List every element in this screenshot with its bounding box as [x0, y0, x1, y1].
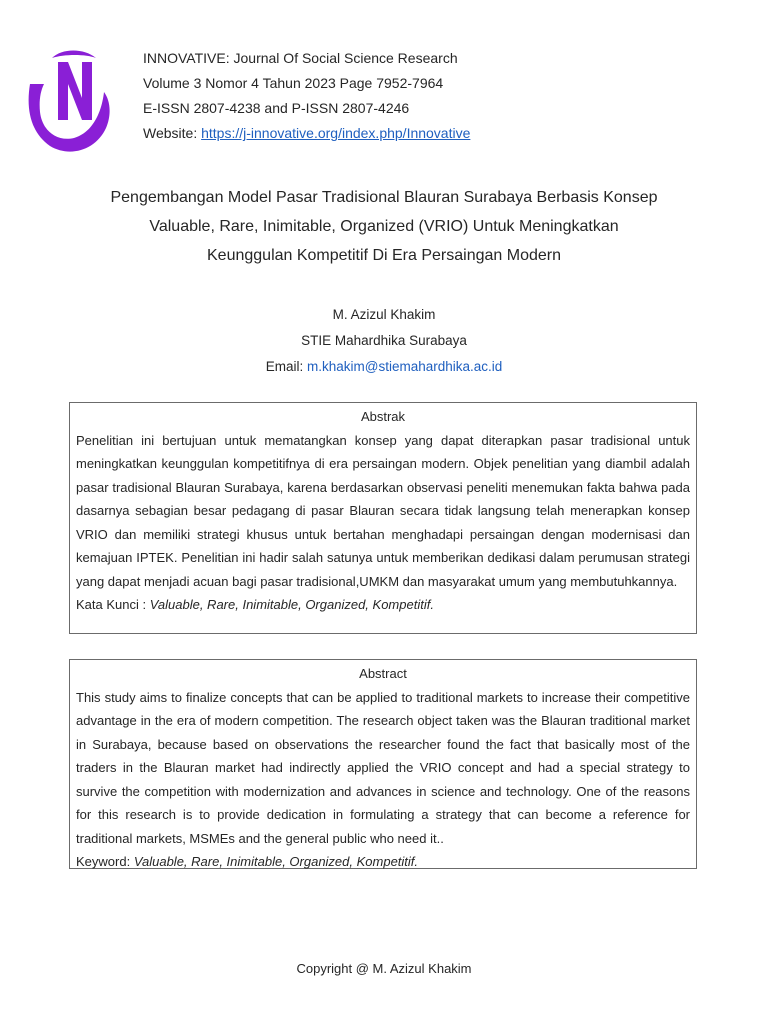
abstrak-heading: Abstrak [360, 409, 406, 424]
email-link[interactable]: m.khakim@stiemahardhika.ac.id [306, 359, 503, 374]
abstract-body: This study aims to finalize concepts that can be applied to traditional markets to increase their competitive advantage in the era of modern competition. The research object taken was the Blauran traditional market in Surabaya, because based on observations the researcher found the fact that basically most of the traders in the Blauran market had indirectly applied the VRIO concept and had a special strategy to survive the competition with modernization and advances in science and technology. One of the reasons for this research is to provide dedication in formulating a strategy that can become a reference for traditional markets, MSMEs and the general public who need it.. [76, 689, 690, 846]
keyword-list: Valuable, Rare, Inimitable, Organized, Kompetitif. [133, 854, 419, 869]
author-block [0, 302, 768, 380]
title-line-1: Pengembangan Model Pasar Tradisional Blauran Surabaya Berbasis Konsep [110, 189, 658, 206]
keyword-label: Kata Kunci : [76, 597, 150, 612]
abstract-keywords [76, 850, 690, 874]
abstrak-box [69, 402, 697, 634]
abstrak-keywords [76, 593, 690, 617]
keyword-list: Valuable, Rare, Inimitable, Organized, Kompetitif. [149, 597, 434, 612]
title-line-3: Keunggulan Kompetitif Di Era Persaingan Modern [207, 247, 561, 264]
abstract-box [69, 659, 697, 869]
journal-volume: Volume 3 Nomor 4 Tahun 2023 Page 7952-7964 [143, 75, 444, 91]
author-affiliation: STIE Mahardhika Surabaya [301, 333, 467, 348]
author-name: M. Azizul Khakim [332, 307, 436, 322]
journal-website [143, 121, 470, 146]
author-email [0, 354, 768, 380]
website-link[interactable]: https://j-innovative.org/index.php/Innovative [201, 125, 471, 141]
email-label: Email: [265, 359, 307, 374]
innovative-journal-logo-icon [22, 46, 114, 158]
copyright-footer: Copyright @ M. Azizul Khakim [296, 961, 472, 976]
keyword-label: Keyword: [76, 854, 134, 869]
journal-header [143, 46, 470, 146]
paper-title [60, 183, 708, 270]
abstrak-body: Penelitian ini bertujuan untuk mematangkan konsep yang dapat diterapkan pasar tradisional untuk meningkatkan keunggulan kompetitifnya di era persaingan modern. Objek penelitian yang diambil adalah pasar tradisional Blauran Surabaya, karena berdasarkan observasi peneliti menemukan fakta bahwa pada dasarnya sebagian besar pedagang di pasar Blauran secara tidak langsung telah menerapkan konsep VRIO dan memiliki strategi khusus untuk bertahan menghadapi persaingan dengan modernisasi dan kemajuan IPTEK. Penelitian ini hadir salah satunya untuk memberikan dedikasi dalam perumusan strategi yang dapat menjadi acuan bagi pasar tradisional,UMKM dan masyarakat umum yang membutuhkannya. [76, 432, 690, 589]
abstract-heading: Abstract [359, 666, 407, 681]
website-label: Website: [143, 125, 202, 141]
title-line-2: Valuable, Rare, Inimitable, Organized (VRIO) Untuk Meningkatkan [149, 218, 619, 235]
journal-issn: E-ISSN 2807-4238 and P-ISSN 2807-4246 [143, 100, 410, 116]
journal-name: INNOVATIVE: Journal Of Social Science Research [143, 50, 458, 66]
